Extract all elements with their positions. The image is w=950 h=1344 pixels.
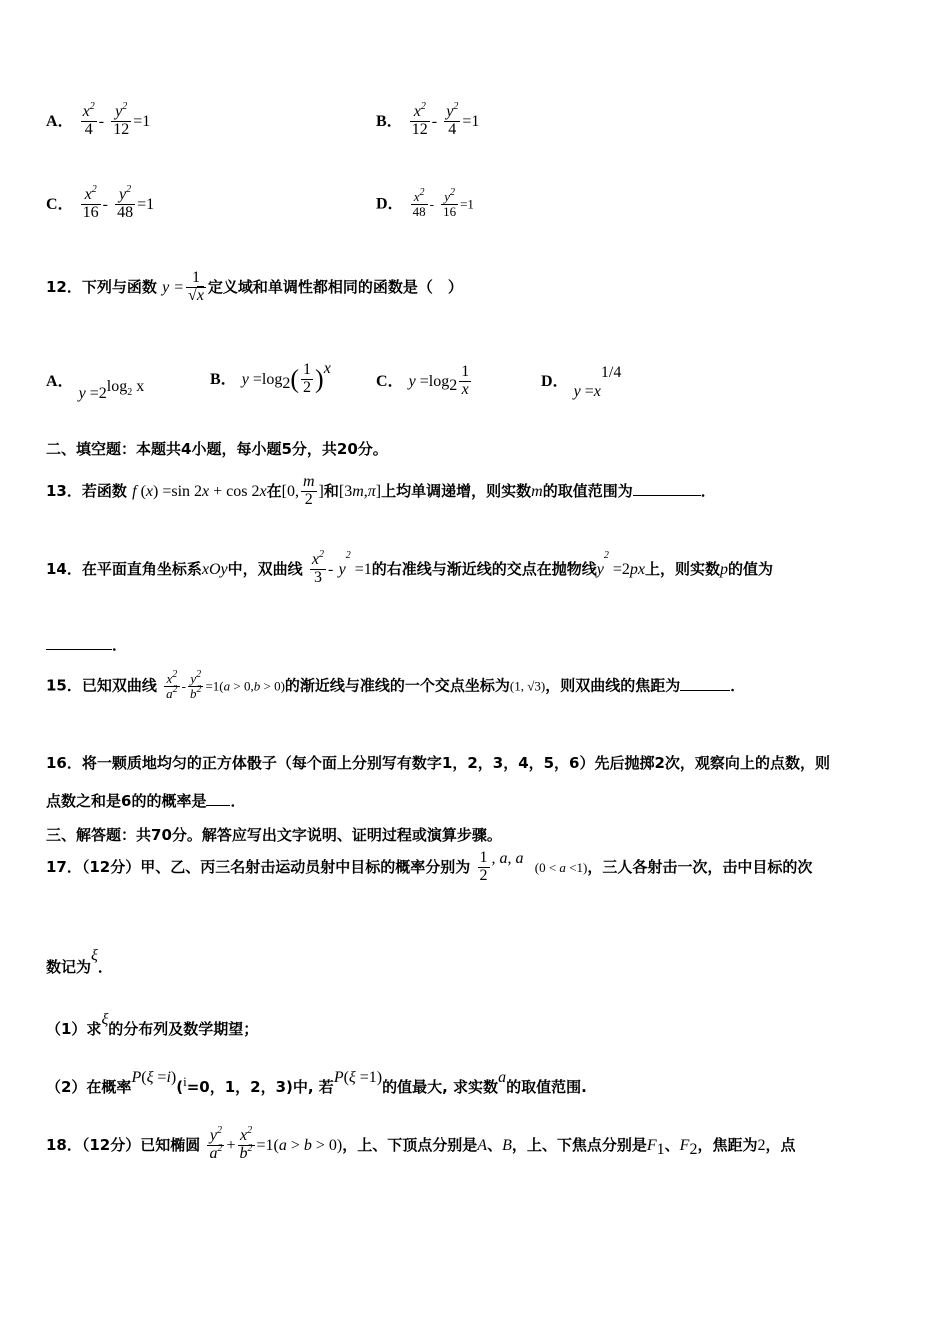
question-12-stem: 12．下列与函数 y = $\frac{1}{√x}$ 定义域和单调性都相同的函数是（ ） <box>46 269 463 304</box>
q12-option-c: C． $y =\log_2$ $\frac{1}{x}$ <box>376 363 470 398</box>
option-label: A． <box>46 112 74 130</box>
q12-option-a: A． $y =2^{log_2 x}$ <box>46 373 145 402</box>
question-17-stem: 17．（12分）甲、乙、丙三名射击运动员射中目标的概率分别为 $\frac{1}{2}$ , a, a (0 < a <1)，三人各射击一次，击中目标的次 <box>46 849 813 884</box>
q11-option-a: A． $\frac{x^2}{4}$ - $\frac{y^2}{12}$ =1 <box>46 101 151 138</box>
question-13: 13．若函数 f (x) =sin 2x + cos 2x在[0, $\frac{m}{2}$ ]和[3m,π]上均单调递增，则实数m的取值范围为 ． <box>46 473 716 508</box>
question-17-part-1: （1）求ξ的分布列及数学期望； <box>46 1011 259 1038</box>
question-16-line-1: 16．将一颗质地均匀的正方体骰子（每个面上分别写有数字1，2，3，4，5，6）先后抛掷2次，观察向上的点数，则 <box>46 754 830 772</box>
section-2-title: 二、填空题：本题共4小题，每小题5分，共20分。 <box>46 440 388 458</box>
question-14: 14．在平面直角坐标系xOy中，双曲线 $\frac{x^2}{3}$ - $y^2 =1$的右准线与渐近线的交点在抛物线$y^2 =2px$上，则实数p的值为 <box>46 549 774 586</box>
section-3-title: 三、解答题：共70分。解答应写出文字说明、证明过程或演算步骤。 <box>46 826 502 844</box>
q11-option-d: D． $\frac{x^2}{48}$ - $\frac{y^2}{16}$ =1 <box>376 187 474 219</box>
option-label: D． <box>376 195 404 213</box>
question-17-part-2: （2）在概率P(ξ =i)(i=0，1，2，3)中, 若P(ξ =1)的值最大, 求实数a的取值范围. <box>46 1069 587 1096</box>
q12-option-d: D． $y =x^{1/4}$ <box>541 364 622 400</box>
option-label: C． <box>46 195 74 213</box>
q11-option-c: C． $\frac{x^2}{16}$ - $\frac{y^2}{48}$ =1 <box>46 184 155 221</box>
question-15: 15．已知双曲线 $\frac{x^2}{a^2}$ - $\frac{y^2}{b^2}$ =1(a > 0,b > 0)的渐近线与准线的一个交点坐标为(1, √3)，则双曲线的焦距为 ． <box>46 669 746 701</box>
q11-option-b: B． $\frac{x^2}{12}$ - $\frac{y^2}{4}$ =1 <box>376 101 480 138</box>
question-16-line-2: 点数之和是6的的概率是 ． <box>46 792 246 810</box>
q12-option-b: B． $y =\log_2$( $\frac{1}{2}$ )$^x$ <box>210 360 331 396</box>
question-17-stem-end: 数记为ξ． <box>46 947 113 976</box>
question-14-answer-line: ． <box>46 634 127 655</box>
option-label: B． <box>376 112 403 130</box>
question-18: 18．（12分）已知椭圆 $\frac{y^2}{a^2}$ + $\frac{x^2}{b^2}$ =1(a > b > 0)，上、下顶点分别是A、B，上、下焦点分别是$F_1$、$F_2$，焦距为2，点 <box>46 1125 796 1162</box>
